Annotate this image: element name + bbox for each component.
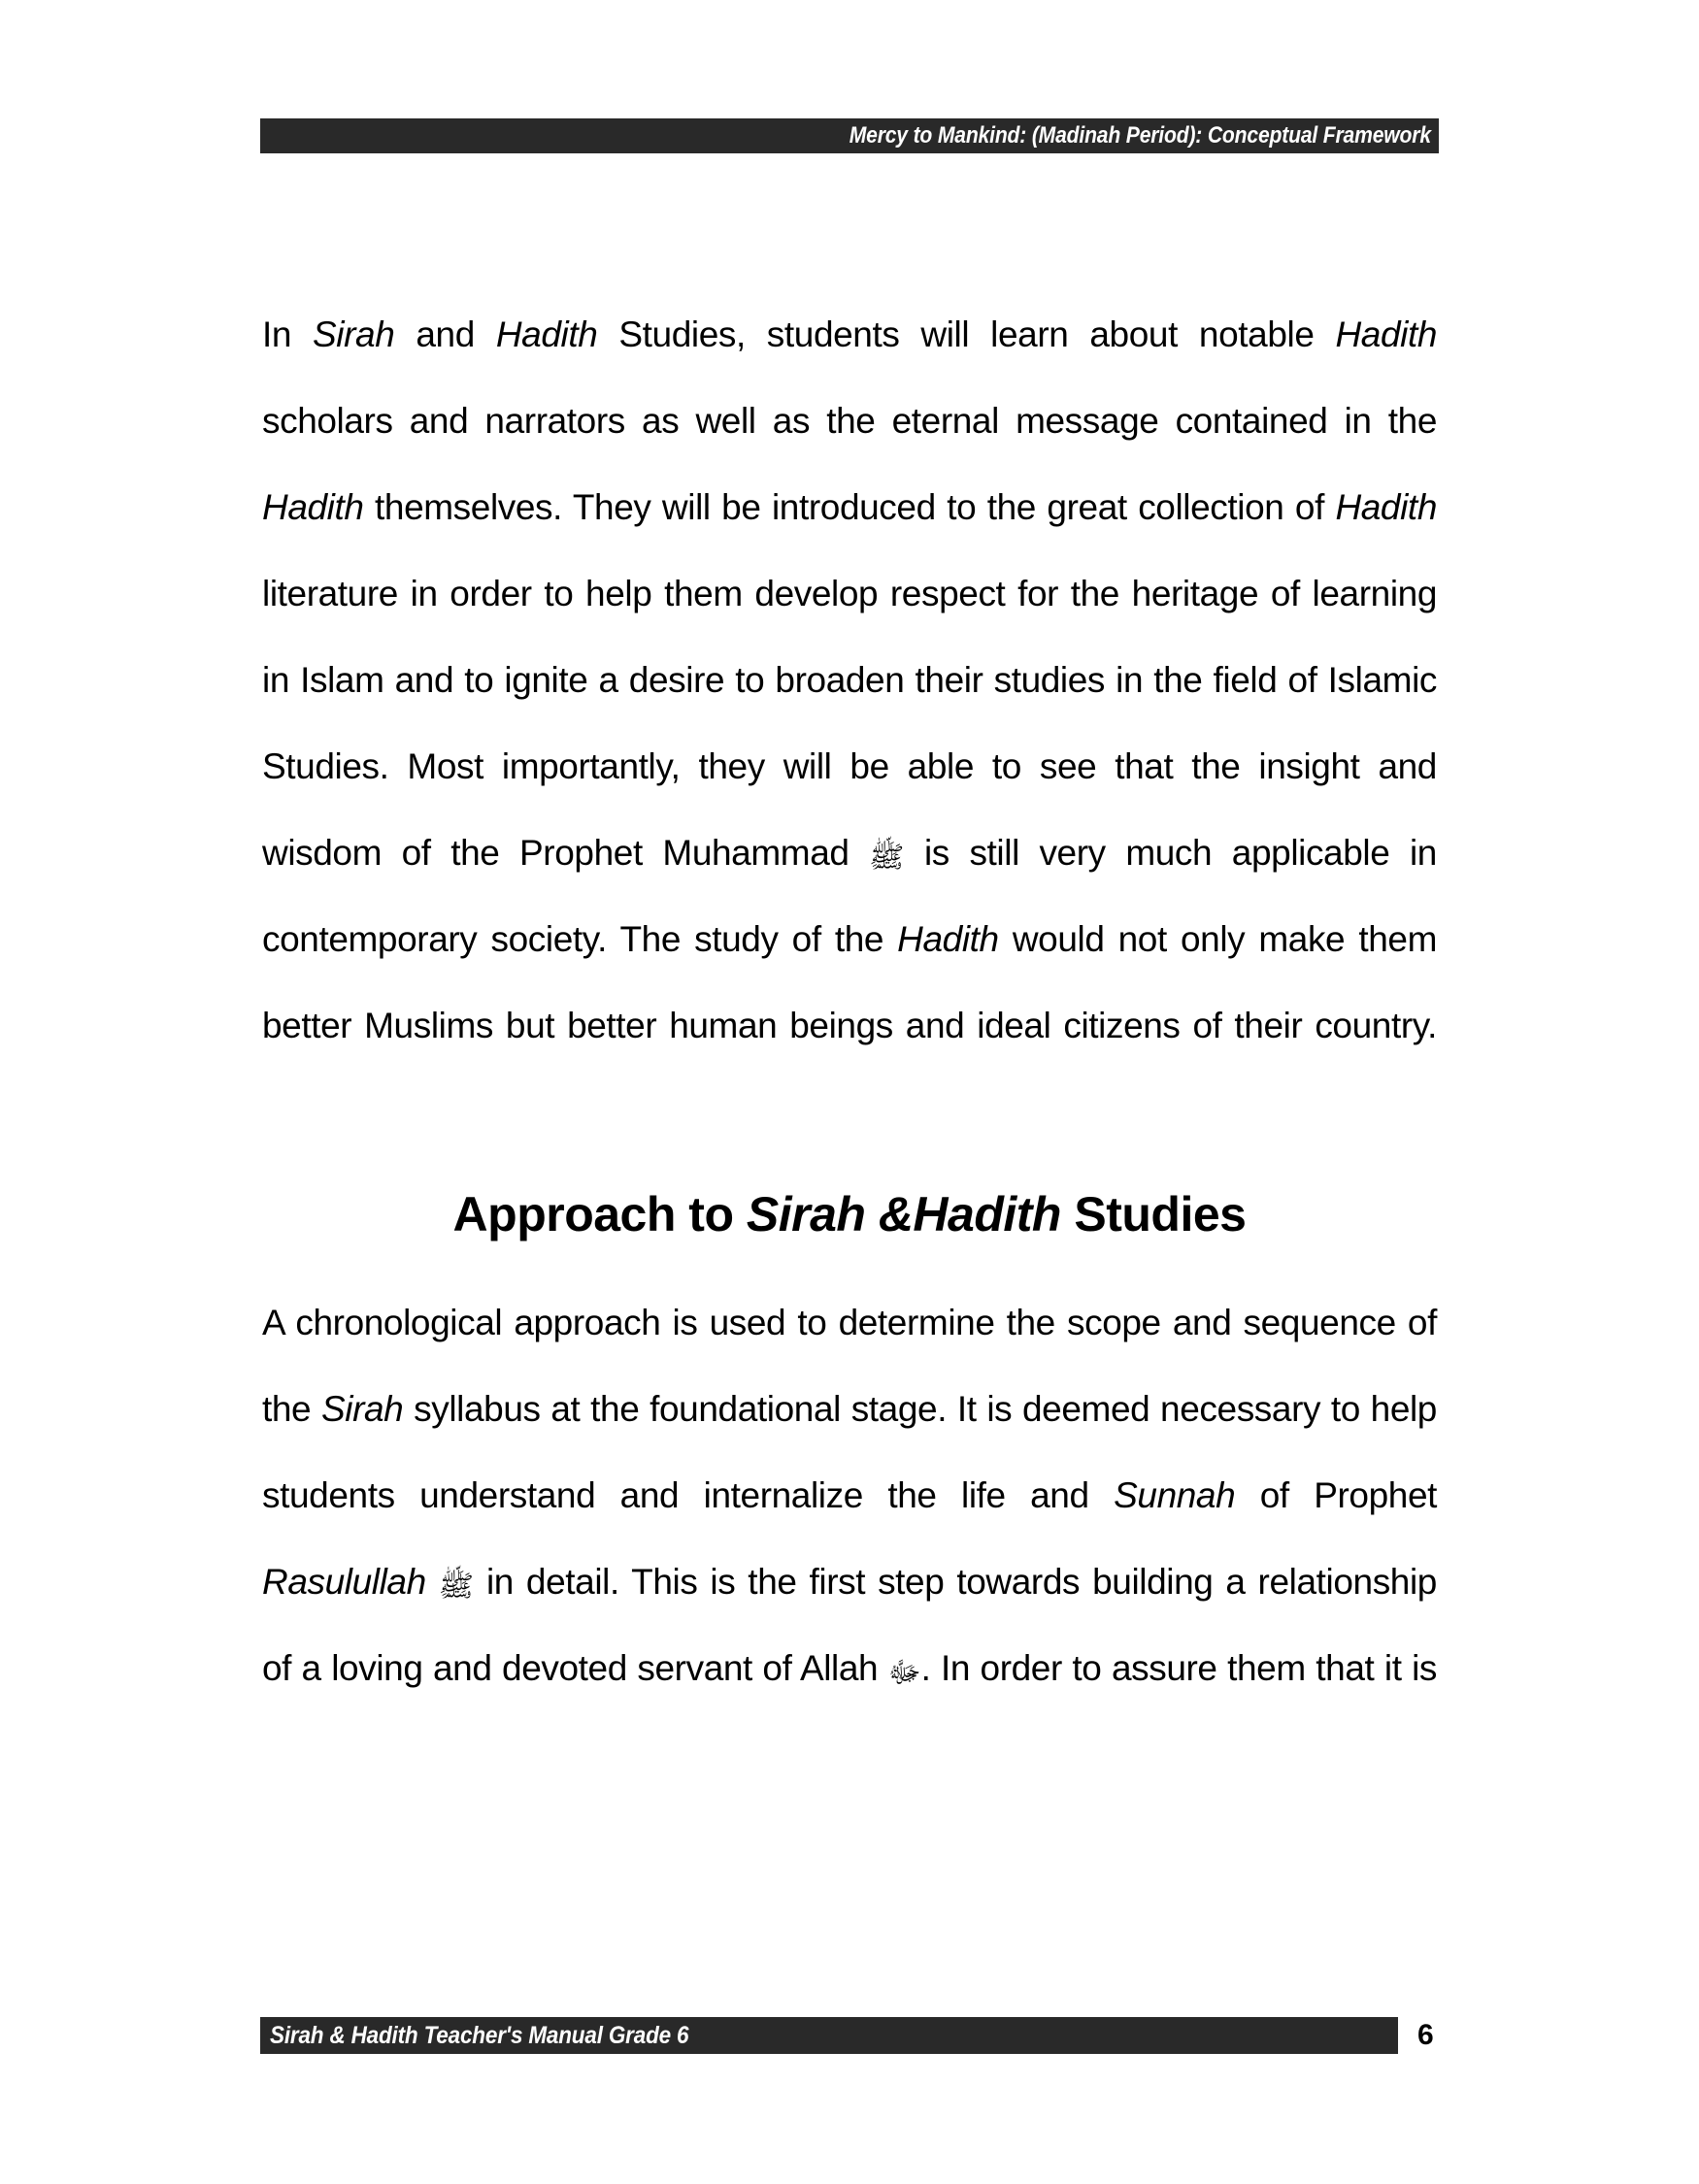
text-run: of Prophet <box>1235 1475 1437 1515</box>
sallallahu-alayhi-wasallam-icon: ﷺ <box>438 1570 474 1604</box>
italic-term-hadith: Hadith <box>897 919 999 959</box>
jalla-jalaluhu-icon: ﷻ <box>887 1656 921 1690</box>
sallallahu-alayhi-wasallam-icon: ﷺ <box>869 841 905 875</box>
italic-term-hadith: Hadith <box>262 487 364 527</box>
text-run: syllabus at the foundational stage. It is deemed necessary to help students understand and internalize the life and <box>262 1389 1437 1515</box>
italic-term-hadith: Hadith <box>1335 487 1437 527</box>
section-heading <box>262 1176 1437 1252</box>
heading-run: Studies <box>1060 1187 1247 1241</box>
page-content <box>262 291 1437 1798</box>
running-header-text: Mercy to Mankind: (Madinah Period): Conceptual Framework <box>849 122 1431 149</box>
page-number: 6 <box>1417 2019 1434 2051</box>
text-run: In <box>262 314 314 354</box>
heading-run: Approach to <box>452 1187 747 1241</box>
text-run: and <box>394 314 496 354</box>
heading-italic-term: Sirah &Hadith <box>746 1187 1061 1241</box>
text-run: . In order to assure them that it is <box>920 1648 1437 1688</box>
italic-term-sirah: Sirah <box>320 1389 404 1429</box>
italic-term-sunnah: Sunnah <box>1114 1475 1236 1515</box>
text-run: Studies, students will learn about notable <box>597 314 1336 354</box>
text-run <box>426 1562 439 1602</box>
running-footer-bar <box>260 2017 1398 2054</box>
italic-term-hadith: Hadith <box>1335 314 1438 354</box>
text-run: would not only make them better Muslims but better human beings and ideal citizens of their country. <box>262 919 1437 1045</box>
italic-term-sirah: Sirah <box>313 314 395 354</box>
running-footer-text: Sirah & Hadith Teacher's Manual Grade 6 <box>270 2021 689 2049</box>
text-run: A chronological approach is used to determine the scope and sequence of the <box>262 1303 1437 1429</box>
text-run: literature in order to help them develop respect for the heritage of learning in Islam and to ignite a desire to broaden their studies in the field of Islamic Studies. Most importantly, they will be able to see that the insight and wisdom of the Prophet Muhammad <box>262 574 1437 873</box>
text-run: is still very much applicable in contemporary society. The study of the <box>262 833 1437 959</box>
text-run: in detail. This is the first step towards building a relationship of a loving and devoted servant of Allah <box>262 1562 1437 1688</box>
running-header-bar <box>260 118 1439 153</box>
paragraph-approach <box>262 1279 1437 1798</box>
italic-term-rasulullah: Rasulullah <box>262 1562 426 1602</box>
text-run: themselves. They will be introduced to the great collection of <box>363 487 1336 527</box>
text-run: scholars and narrators as well as the eternal message contained in the <box>262 401 1437 441</box>
paragraph-intro <box>262 291 1437 1155</box>
italic-term-hadith: Hadith <box>495 314 598 354</box>
